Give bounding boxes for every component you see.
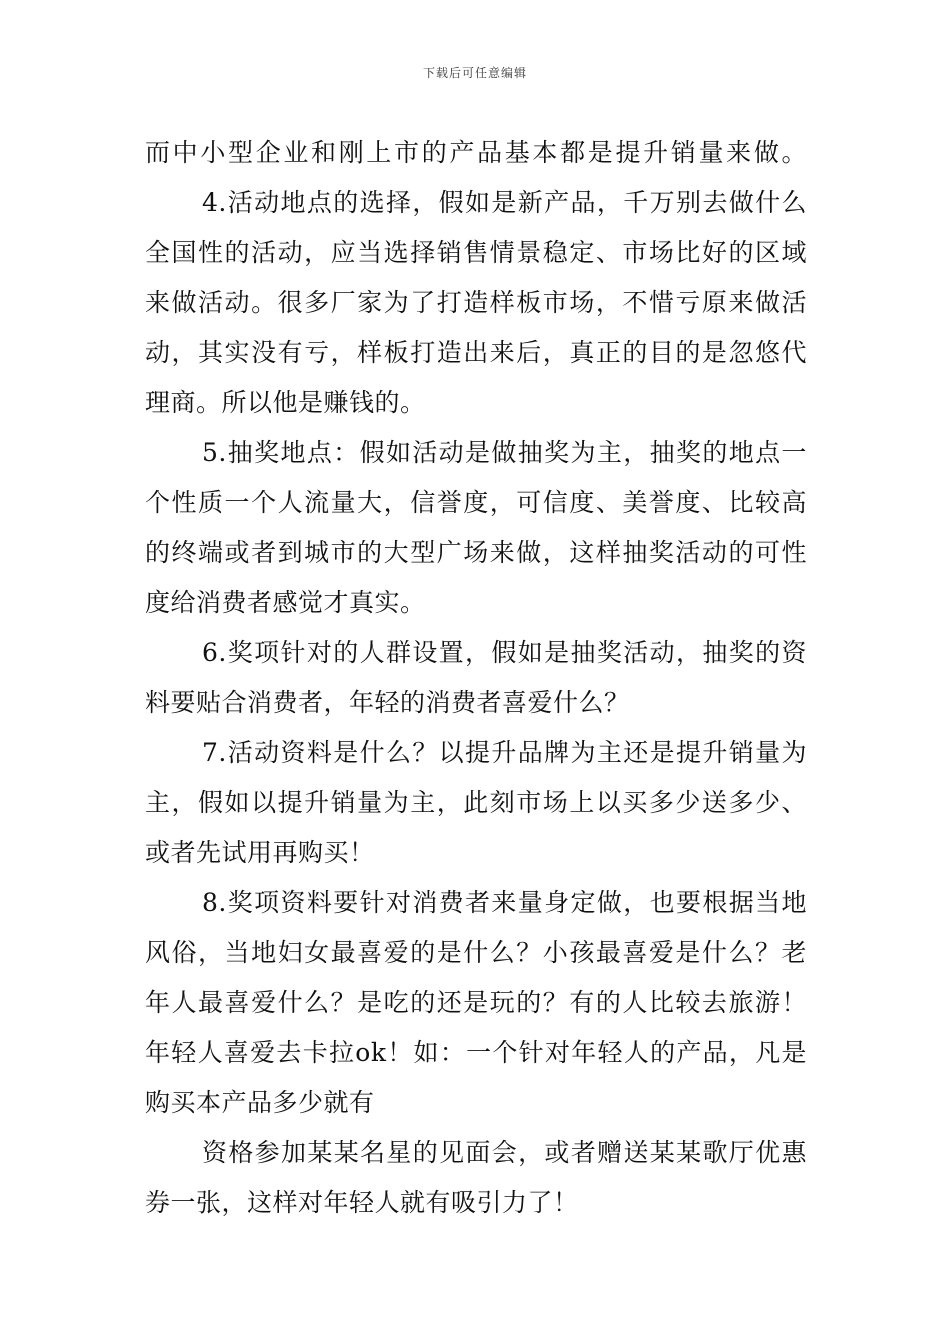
text-line: 年轻人喜爱去卡拉ok！如：一个针对年轻人的产品，凡是 bbox=[145, 1038, 807, 1067]
text-line: 7.活动资料是什么？以提升品牌为主还是提升销量为 bbox=[202, 738, 807, 767]
text-line: 资格参加某某名星的见面会，或者赠送某某歌厅优惠 bbox=[202, 1138, 807, 1167]
text-line: 度给消费者感觉才真实。 bbox=[145, 588, 426, 617]
text-line: 5.抽奖地点：假如活动是做抽奖为主，抽奖的地点一 bbox=[202, 438, 807, 467]
text-line: 的终端或者到城市的大型广场来做，这样抽奖活动的可性 bbox=[145, 538, 807, 567]
text-line: 券一张，这样对年轻人就有吸引力了！ bbox=[145, 1188, 579, 1217]
text-line: 6.奖项针对的人群设置，假如是抽奖活动，抽奖的资 bbox=[202, 638, 807, 667]
document-body bbox=[145, 128, 807, 1228]
text-line: 来做活动。很多厂家为了打造样板市场，不惜亏原来做活 bbox=[145, 288, 807, 317]
text-line: 个性质一个人流量大，信誉度，可信度、美誉度、比较高 bbox=[145, 488, 807, 517]
text-line: 理商。所以他是赚钱的。 bbox=[145, 388, 426, 417]
text-line: 动，其实没有亏，样板打造出来后，真正的目的是忽悠代 bbox=[145, 338, 807, 367]
text-line: 或者先试用再购买！ bbox=[145, 838, 375, 867]
text-line: 全国性的活动，应当选择销售情景稳定、市场比好的区域 bbox=[145, 238, 807, 267]
text-line: 料要贴合消费者，年轻的消费者喜爱什么？ bbox=[145, 688, 630, 717]
text-line: 年人最喜爱什么？是吃的还是玩的？有的人比较去旅游！ bbox=[145, 988, 807, 1017]
text-line: 主，假如以提升销量为主，此刻市场上以买多少送多少、 bbox=[145, 788, 807, 817]
text-line: 8.奖项资料要针对消费者来量身定做，也要根据当地 bbox=[202, 888, 807, 917]
page-header: 下载后可任意编辑 bbox=[422, 66, 527, 80]
text-line: 4.活动地点的选择，假如是新产品，千万别去做什么 bbox=[202, 188, 807, 217]
text-line: 风俗，当地妇女最喜爱的是什么？小孩最喜爱是什么？老 bbox=[145, 938, 807, 967]
text-line: 购买本产品多少就有 bbox=[145, 1088, 375, 1117]
text-line: 而中小型企业和刚上市的产品基本都是提升销量来做。 bbox=[145, 138, 807, 167]
